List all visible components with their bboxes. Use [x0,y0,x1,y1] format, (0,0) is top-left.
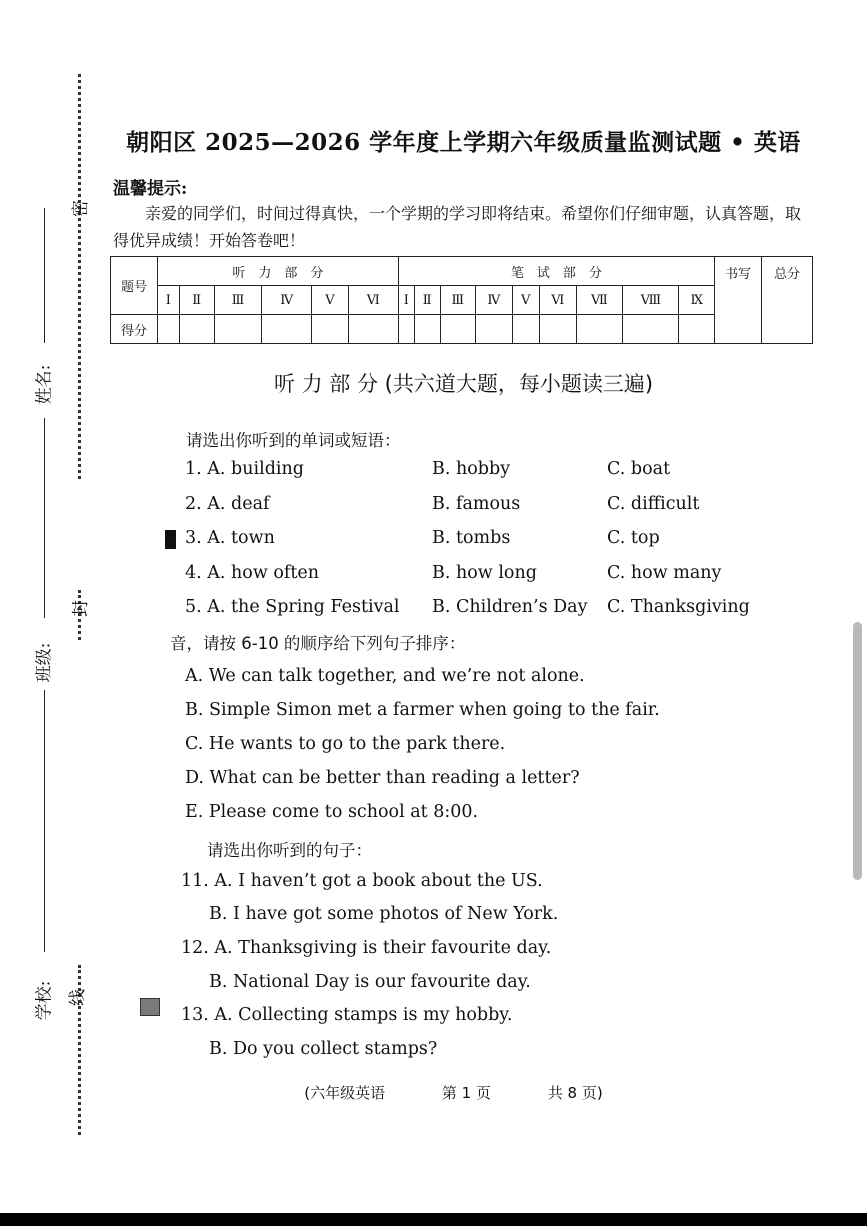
written-col: Ⅷ [623,286,679,315]
score-cell [348,315,398,344]
tips-text: 亲爱的同学们，时间过得真快，一个学期的学习即将结束。希望你们仔细审题，认真答题，取得优异成绩！开始答卷吧！ [113,204,802,250]
q11-option-b: B. I have got some photos of New York. [209,904,559,924]
q2-option-b: B. famous [432,494,521,514]
written-col: Ⅰ [398,286,414,315]
page-footer [0,1082,867,1103]
written-col: Ⅵ [539,286,576,315]
q5-option-a: 5. A. the Spring Festival [185,597,400,617]
score-table [110,256,813,344]
score-cell [440,315,475,344]
written-col: Ⅳ [476,286,513,315]
q1-option-a: 1. A. building [185,459,304,479]
written-col: Ⅸ [679,286,715,315]
part2-instruction: 音，请按 6-10 的顺序给下列句子排序： [170,634,466,653]
listening-col: Ⅵ [348,286,398,315]
listening-col: Ⅱ [179,286,214,315]
q3-option-c: C. top [607,528,660,548]
listening-col: Ⅳ [262,286,312,315]
writing-header: 书写 [715,257,762,344]
listening-col: Ⅴ [312,286,349,315]
row-label-score: 得分 [111,315,158,344]
q1-option-b: B. hobby [432,459,511,479]
row-label-number: 题号 [111,257,158,315]
footer-total: 共 8 页) [547,1084,603,1102]
sentence-a: A. We can talk together, and we’re not alone. [185,666,585,686]
vertical-scrollbar[interactable] [853,622,862,880]
school-label: 学校: [34,980,55,1021]
q12-option-a: 12. A. Thanksgiving is their favourite day. [181,938,552,958]
sentence-e: E. Please come to school at 8:00. [185,802,479,822]
q4-option-c: C. how many [607,563,722,583]
q12-option-b: B. National Day is our favourite day. [209,972,531,992]
name-label: 姓名: [34,364,55,405]
score-cell [398,315,414,344]
written-header: 笔 试 部 分 [398,257,714,286]
q3-option-b: B. tombs [432,528,511,548]
class-label: 班级: [34,642,55,683]
written-col: Ⅱ [414,286,440,315]
name-underline [44,208,45,343]
q4-option-a: 4. A. how often [185,563,320,583]
class-underline-top [44,418,45,618]
q13-option-a: 13. A. Collecting stamps is my hobby. [181,1005,513,1025]
score-cell [214,315,262,344]
q13-option-b: B. Do you collect stamps? [209,1039,438,1059]
answer-mark-square [140,998,160,1016]
q2-option-a: 2. A. deaf [185,494,270,514]
score-cell [539,315,576,344]
total-header: 总分 [762,257,813,344]
listening-col: Ⅲ [214,286,262,315]
footer-subject: (六年级英语 [304,1084,386,1102]
score-cell [623,315,679,344]
seal-char-feng: 封 [71,600,91,617]
listening-col: Ⅰ [158,286,180,315]
page-title: 朝阳区 2025—2026 学年度上学期六年级质量监测试题 • 英语 [126,129,801,156]
score-cell [679,315,715,344]
score-cell [312,315,349,344]
footer-page: 第 1 页 [441,1084,491,1102]
class-underline-bottom [44,690,45,952]
q4-option-b: B. how long [432,563,537,583]
tips-heading: 温馨提示: [113,179,188,199]
q5-option-b: B. Children’s Day [432,597,588,617]
part1-instruction: 请选出你听到的单词或短语： [186,431,401,450]
score-cell [262,315,312,344]
sentence-b: B. Simple Simon met a farmer when going to the fair. [185,700,660,720]
sentence-d: D. What can be better than reading a letter? [185,768,580,788]
q1-option-c: C. boat [607,459,671,479]
listening-header: 听 力 部 分 [158,257,399,286]
seal-char-xian: 线 [68,989,88,1006]
score-cell [576,315,623,344]
score-cell [179,315,214,344]
sentence-c: C. He wants to go to the park there. [185,734,506,754]
q11-option-a: 11. A. I haven’t got a book about the US. [181,871,543,891]
listening-section-title: 听 力 部 分 (共六道大题，每小题读三遍) [273,372,654,396]
written-col: Ⅲ [440,286,475,315]
part3-instruction: 请选出你听到的句子： [207,841,372,860]
score-cell [158,315,180,344]
q5-option-c: C. Thanksgiving [607,597,750,617]
scan-bottom-edge [0,1213,867,1226]
score-cell [512,315,539,344]
written-col: Ⅴ [512,286,539,315]
score-cell [476,315,513,344]
seal-char-mi: 密 [71,200,91,217]
written-col: Ⅶ [576,286,623,315]
answer-mark-block [165,530,176,549]
q3-option-a: 3. A. town [185,528,275,548]
q2-option-c: C. difficult [607,494,700,514]
score-cell [414,315,440,344]
